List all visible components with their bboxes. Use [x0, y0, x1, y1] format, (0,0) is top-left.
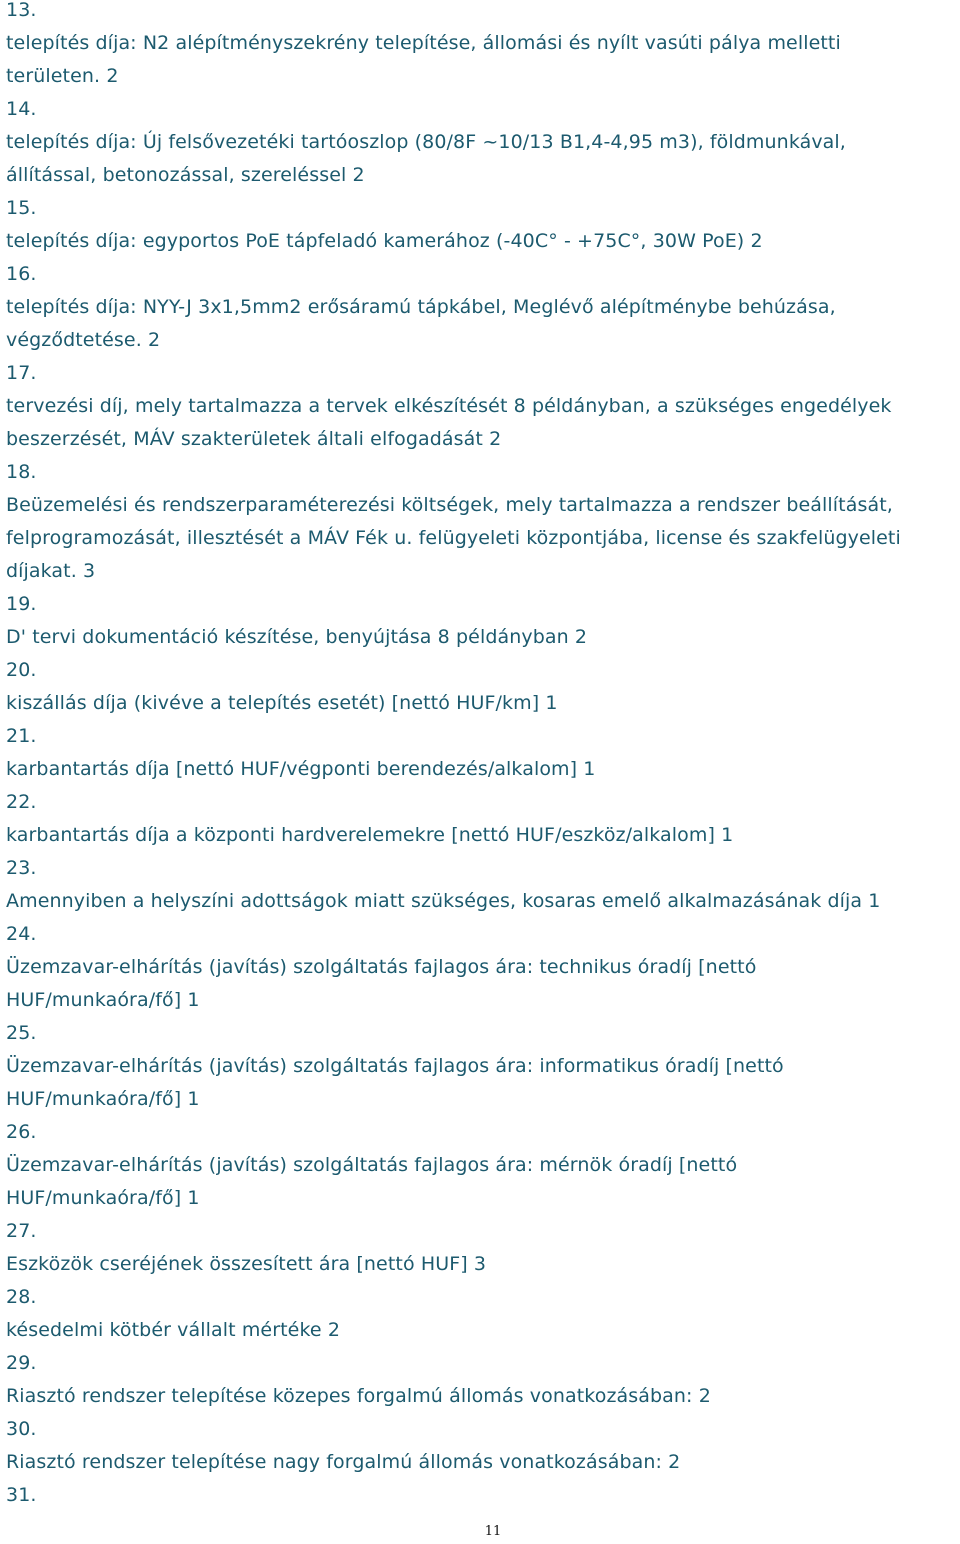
list-item: [6, 852, 956, 918]
item-number: 13.: [6, 0, 37, 21]
page-number: 11: [484, 1524, 502, 1539]
item-text-line: HUF/munkaóra/fő] 1: [6, 1187, 200, 1209]
item-text-line: Beüzemelési és rendszerparaméterezési költségek, mely tartalmazza a rendszer beállítását,: [6, 494, 893, 516]
item-number: 28.: [6, 1286, 37, 1308]
item-text-line: telepítés díja: N2 alépítményszekrény telepítése, állomási és nyílt vasúti pálya melletti: [6, 32, 841, 54]
item-number: 16.: [6, 263, 37, 285]
item-number: 23.: [6, 857, 37, 879]
document-body: [6, 0, 956, 1512]
item-text-line: Riasztó rendszer telepítése nagy forgalmú állomás vonatkozásában: 2: [6, 1451, 681, 1473]
list-item: [6, 1413, 956, 1479]
item-number: 19.: [6, 593, 37, 615]
item-text-line: tervezési díj, mely tartalmazza a tervek elkészítését 8 példányban, a szükséges engedélyek: [6, 395, 892, 417]
list-item: [6, 588, 956, 654]
item-text-line: Amennyiben a helyszíni adottságok miatt szükséges, kosaras emelő alkalmazásának díja 1: [6, 890, 881, 912]
item-text-line: telepítés díja: Új felsővezetéki tartóoszlop (80/8F ~10/13 B1,4-4,95 m3), földmunkával,: [6, 131, 846, 153]
item-text-line: Üzemzavar-elhárítás (javítás) szolgáltatás fajlagos ára: informatikus óradíj [nettó: [6, 1055, 784, 1077]
list-item: [6, 654, 956, 720]
item-text-line: Üzemzavar-elhárítás (javítás) szolgáltatás fajlagos ára: technikus óradíj [nettó: [6, 956, 757, 978]
item-number: 30.: [6, 1418, 37, 1440]
item-number: 20.: [6, 659, 37, 681]
item-text-line: állítással, betonozással, szereléssel 2: [6, 164, 365, 186]
item-number: 25.: [6, 1022, 37, 1044]
item-number: 22.: [6, 791, 37, 813]
list-item: [6, 918, 956, 1017]
item-text-line: telepítés díja: egyportos PoE tápfeladó kamerához (-40C° - +75C°, 30W PoE) 2: [6, 230, 763, 252]
list-item: [6, 1215, 956, 1281]
item-number: 31.: [6, 1484, 37, 1506]
item-text-line: Riasztó rendszer telepítése közepes forgalmú állomás vonatkozásában: 2: [6, 1385, 711, 1407]
item-number: 17.: [6, 362, 37, 384]
item-text-line: felprogramozását, illesztését a MÁV Fék u. felügyeleti központjába, license és szakfelügyeleti: [6, 527, 901, 549]
list-item: [6, 1479, 956, 1512]
item-number: 18.: [6, 461, 37, 483]
item-number: 24.: [6, 923, 37, 945]
item-text-line: D' tervi dokumentáció készítése, benyújtása 8 példányban 2: [6, 626, 588, 648]
item-text-line: díjakat. 3: [6, 560, 96, 582]
item-text-line: Üzemzavar-elhárítás (javítás) szolgáltatás fajlagos ára: mérnök óradíj [nettó: [6, 1154, 738, 1176]
item-number: 27.: [6, 1220, 37, 1242]
item-text-line: végződtetése. 2: [6, 329, 161, 351]
item-text-line: területen. 2: [6, 65, 119, 87]
list-item: [6, 1347, 956, 1413]
item-text-line: kiszállás díja (kivéve a telepítés esetét) [nettó HUF/km] 1: [6, 692, 558, 714]
list-item: [6, 93, 956, 192]
list-item: [6, 1017, 956, 1116]
item-number: 14.: [6, 98, 37, 120]
item-text-line: karbantartás díja a központi hardverelemekre [nettó HUF/eszköz/alkalom] 1: [6, 824, 734, 846]
item-text-line: telepítés díja: NYY-J 3x1,5mm2 erősáramú tápkábel, Meglévő alépítménybe behúzása,: [6, 296, 836, 318]
item-number: 15.: [6, 197, 37, 219]
list-item: [6, 1116, 956, 1215]
item-text-line: Eszközök cseréjének összesített ára [nettó HUF] 3: [6, 1253, 487, 1275]
item-number: 26.: [6, 1121, 37, 1143]
item-number: 29.: [6, 1352, 37, 1374]
item-text-line: karbantartás díja [nettó HUF/végponti berendezés/alkalom] 1: [6, 758, 596, 780]
list-item: [6, 258, 956, 357]
item-text-line: HUF/munkaóra/fő] 1: [6, 1088, 200, 1110]
item-number: 21.: [6, 725, 37, 747]
item-text-line: HUF/munkaóra/fő] 1: [6, 989, 200, 1011]
list-item: [6, 786, 956, 852]
item-text-line: késedelmi kötbér vállalt mértéke 2: [6, 1319, 341, 1341]
item-text-line: beszerzését, MÁV szakterületek általi elfogadását 2: [6, 428, 502, 450]
list-item: [6, 1281, 956, 1347]
list-item: [6, 192, 956, 258]
list-item: [6, 0, 956, 93]
list-item: [6, 720, 956, 786]
list-item: [6, 357, 956, 456]
list-item: [6, 456, 956, 588]
